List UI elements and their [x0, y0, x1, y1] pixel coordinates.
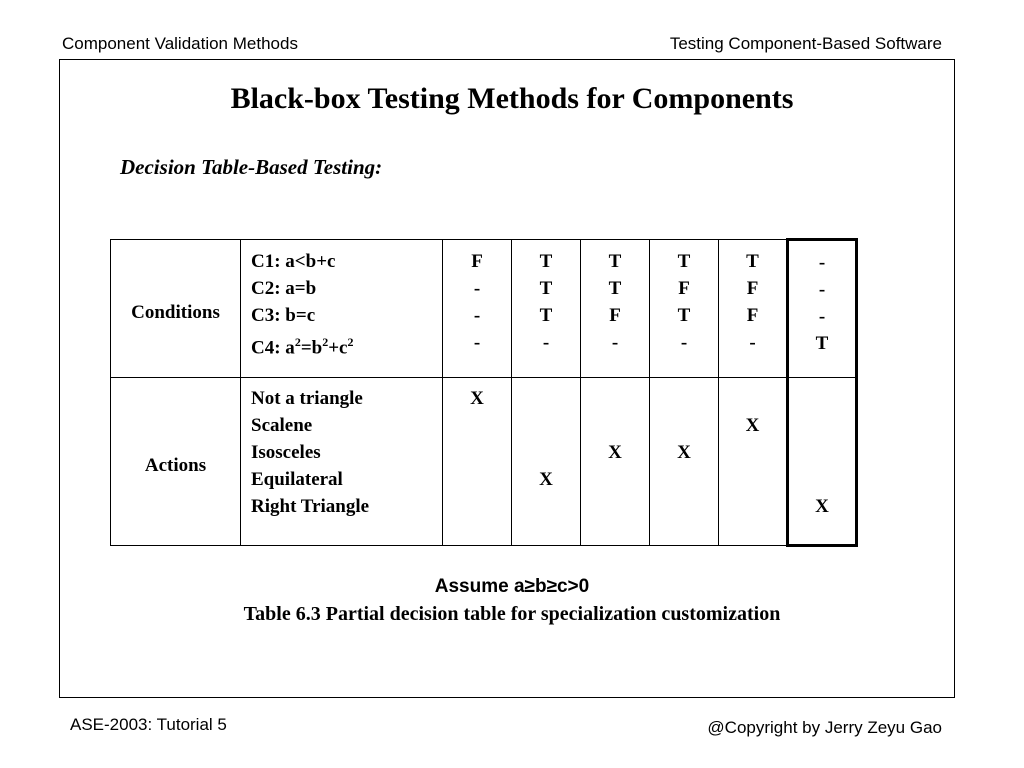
- action-mark: [719, 466, 786, 493]
- rule-6-actions: [788, 378, 857, 546]
- rule-4-conditions: [650, 240, 719, 378]
- action-mark: [512, 439, 580, 466]
- actions-row: [111, 378, 857, 546]
- rule-5-actions: [719, 378, 788, 546]
- rule-2-conditions: [512, 240, 581, 378]
- actions-label: Actions: [111, 378, 241, 546]
- rule-cell: -: [818, 252, 826, 273]
- action-mark: [512, 385, 580, 412]
- action-mark: [789, 466, 855, 493]
- condition-c4-mid: =b: [300, 337, 323, 359]
- action-mark: [719, 493, 786, 520]
- rule-cell: -: [473, 332, 481, 353]
- conditions-row: [111, 240, 857, 378]
- footer-right: @Copyright by Jerry Zeyu Gao: [707, 718, 942, 737]
- rule-cell: T: [815, 333, 829, 354]
- conditions-label: Conditions: [111, 240, 241, 378]
- action-mark: [581, 493, 649, 520]
- action-mark: [581, 385, 649, 412]
- action-mark: [512, 493, 580, 520]
- assumption-text: Assume a≥b≥c>0: [434, 576, 590, 597]
- rule-3-actions: [581, 378, 650, 546]
- condition-c4-tail: +c: [328, 337, 348, 359]
- action-mark: [789, 412, 855, 439]
- action-mark: [581, 412, 649, 439]
- sup-c: 2: [347, 335, 354, 349]
- condition-c1: C1: a<b+c: [251, 251, 336, 272]
- action-mark: X: [470, 388, 484, 409]
- header-right: Testing Component-Based Software: [669, 34, 942, 53]
- rule-cell: T: [539, 251, 553, 272]
- sup-b: 2: [322, 335, 329, 349]
- rule-cell: -: [818, 306, 826, 327]
- action-mark: [650, 466, 718, 493]
- rule-cell: -: [818, 279, 826, 300]
- action-mark: [443, 466, 511, 493]
- action-not-triangle: Not a triangle: [251, 388, 363, 409]
- footer-left: ASE-2003: Tutorial 5: [70, 715, 227, 734]
- rule-1-conditions: [443, 240, 512, 378]
- action-mark: X: [608, 442, 622, 463]
- rule-6-conditions: [788, 240, 857, 378]
- decision-table: [110, 238, 858, 547]
- rule-cell: F: [746, 278, 759, 299]
- action-mark: [650, 493, 718, 520]
- rule-cell: T: [677, 305, 691, 326]
- rule-cell: F: [471, 251, 483, 272]
- action-mark: [443, 493, 511, 520]
- action-mark: X: [677, 442, 691, 463]
- table-caption: Table 6.3 Partial decision table for specialization customization: [243, 603, 781, 625]
- action-mark: [650, 412, 718, 439]
- action-mark: [789, 385, 855, 412]
- condition-c2: C2: a=b: [251, 278, 317, 299]
- action-mark: [789, 439, 855, 466]
- action-mark: [512, 412, 580, 439]
- rule-cell: -: [473, 278, 481, 299]
- condition-c4-base: C4: a: [251, 337, 295, 359]
- condition-c3: C3: b=c: [251, 305, 316, 326]
- action-scalene: Scalene: [251, 415, 313, 436]
- slide-title: Black-box Testing Methods for Components: [230, 82, 794, 115]
- action-mark: X: [815, 496, 829, 517]
- action-mark: [581, 466, 649, 493]
- rule-cell: -: [473, 305, 481, 326]
- conditions-list: [241, 240, 443, 378]
- rule-2-actions: [512, 378, 581, 546]
- action-mark: X: [745, 415, 760, 436]
- rule-cell: T: [746, 251, 759, 272]
- rule-cell: -: [680, 332, 688, 353]
- rule-cell: -: [542, 332, 550, 353]
- action-mark: [719, 385, 786, 412]
- rule-cell: F: [609, 305, 621, 326]
- rule-5-conditions: [719, 240, 788, 378]
- actions-list: [241, 378, 443, 546]
- condition-c4: [251, 329, 442, 359]
- rule-cell: T: [608, 278, 622, 299]
- action-equilateral: Equilateral: [251, 469, 343, 490]
- action-mark: [650, 385, 718, 412]
- rule-1-actions: [443, 378, 512, 546]
- rule-cell: -: [611, 332, 619, 353]
- slide-subtitle: Decision Table-Based Testing:: [120, 155, 383, 179]
- rule-cell: T: [608, 251, 622, 272]
- rule-cell: F: [746, 305, 759, 326]
- action-right-triangle: Right Triangle: [251, 496, 370, 517]
- header-left: Component Validation Methods: [62, 34, 298, 53]
- rule-cell: T: [677, 251, 691, 272]
- action-mark: X: [539, 469, 553, 490]
- rule-3-conditions: [581, 240, 650, 378]
- sup-a: 2: [294, 335, 301, 349]
- action-isosceles: Isosceles: [251, 442, 321, 463]
- rule-cell: F: [678, 278, 690, 299]
- action-mark: [719, 439, 786, 466]
- rule-cell: T: [539, 305, 553, 326]
- rule-cell: -: [749, 332, 756, 353]
- action-mark: [443, 439, 511, 466]
- rule-4-actions: [650, 378, 719, 546]
- action-mark: [443, 412, 511, 439]
- rule-cell: T: [539, 278, 553, 299]
